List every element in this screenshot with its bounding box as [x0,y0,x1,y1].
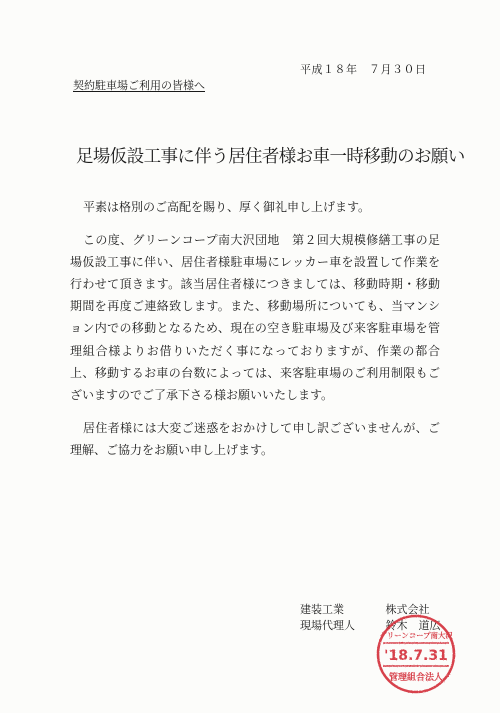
agent-role: 現場代理人 [300,619,355,632]
stamp-top-text: グリーンコープ南大沢 [379,631,453,640]
paragraph-main: この度、グリーンコープ南大沢団地 第２回大規模修繕工事の足場仮設工事に伴い、居住者様駐車場にレッカー車を設置して作業を行わせて頂きます。該当居住者様につきましては、移動時期・移動期間を再度ご連絡致します。また、移動場所についても、当マンション内での移動となるため、現在の空き駐車場及び来客駐車場を管理組合様よりお借りいただく事になっておりますが、作業の都合上、移動するお車の台数によっては、来客駐車場のご利用制限もございますのでご了承下さる様お願いいたします。 [70,233,440,402]
recipient-line: 契約駐車場ご利用の皆様へ [73,79,205,92]
received-stamp-icon [374,612,458,696]
agent-name: 鈴木 道広 [385,619,441,632]
document-date: 平成１８年 ７月３０日 [300,63,427,76]
stamp-bottom-text: 管理組合法人 [388,673,444,683]
document-title: 足場仮設工事に伴う居住者様お車一時移動のお願い [76,147,465,167]
company-role: 建装工業 [300,603,344,616]
paragraph-closing: 居住者様には大変ご迷惑をおかけして申し訳ございませんが、ご理解、ご協力をお願い申し上げます。 [70,420,440,457]
paragraph-greeting: 平素は格別のご高配を賜り、厚く御礼申し上げます。 [83,200,371,214]
company-name: 株式会社 [385,603,430,616]
stamp-date: '18.7.31 [384,648,448,664]
document-body [70,196,440,472]
